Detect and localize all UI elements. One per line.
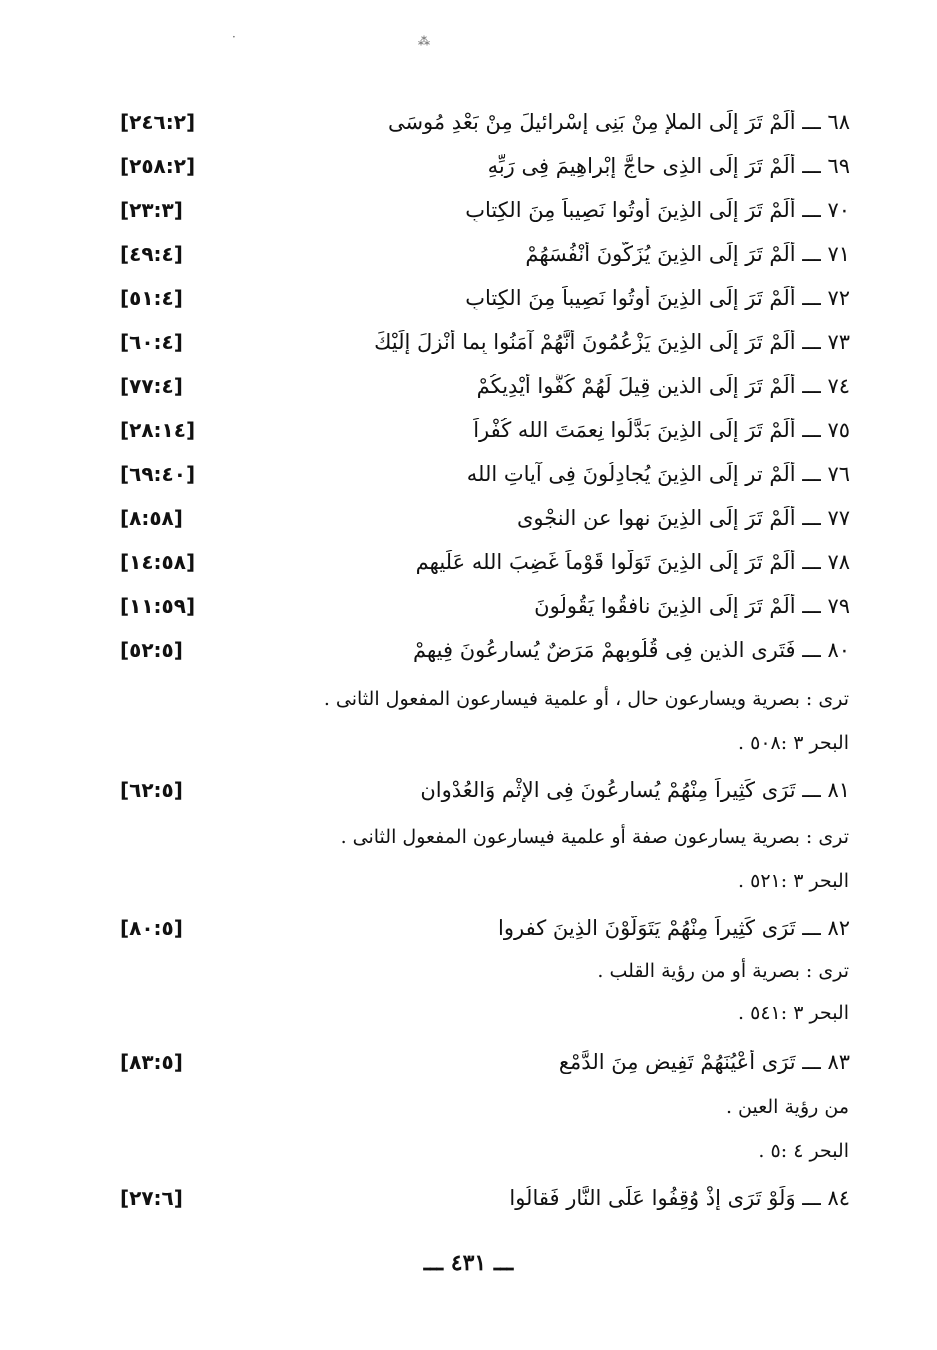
verse-reference: [٢٨:١٤] — [120, 418, 196, 442]
verse-text: تَرَى كَثِيراً مِنْهُمْ يَتَوَلَّوْنَ الذِينَ كفروا — [498, 916, 796, 940]
entry-number: ٧٥ — [827, 418, 850, 442]
verse-reference: [٢٤٦:٢] — [120, 110, 196, 134]
dash: ـــ — [802, 506, 821, 530]
verse-reference: [٨٣:٥] — [120, 1050, 183, 1074]
entry-78 — [120, 542, 850, 582]
verse-text: فَتَرى الذين فِى قُلُوبِهِمْ مَرَضٌ يُسارِعُونَ فِيهِمْ — [413, 638, 796, 662]
verse-text: أَلَمْ تَرَ إِلَى الذِى حاجَّ إِبْراهِيمَ فِى رَبِّهِ — [487, 154, 796, 178]
entry-75 — [120, 410, 850, 450]
verse-reference: [٨:٥٨] — [120, 506, 183, 530]
verse-text: أَلَمْ تر إِلَى الذِينَ يُجادِلُونَ فِى آياتِ الله — [466, 462, 796, 486]
entry-84 — [120, 1178, 850, 1218]
entry-number: ٨٠ — [827, 638, 850, 662]
entry-number: ٧٦ — [827, 462, 850, 486]
dash: ـــ — [802, 1186, 821, 1210]
verse-text: أَلَمْ تَرَ إِلَى الذين قِيلَ لَهُمْ كُفُّوا أَيْدِيكُمْ — [476, 374, 796, 398]
dash: ـــ — [802, 916, 821, 940]
entry-number: ٧٠ — [827, 198, 850, 222]
dash: ـــ — [802, 594, 821, 618]
verse-line — [498, 916, 850, 940]
commentary-note: ترى : بصرية يسارعون صفة أو علمية فيسارعون المفعول الثانى . — [340, 826, 849, 848]
entry-70 — [120, 190, 850, 230]
commentary-note: ترى : بصرية أو من رؤية القلب . — [597, 960, 849, 982]
entry-number: ٨٢ — [827, 916, 850, 940]
verse-text: أَلَمْ تَرَ إِلَى الذِينَ أُوتُوا نَصِيباً مِنَ الكِتابِ — [465, 198, 796, 222]
verse-line — [525, 242, 850, 266]
verse-reference: [٢٥٨:٢] — [120, 154, 196, 178]
entry-73 — [120, 322, 850, 362]
source-citation: البحر ٣ :٥٠٨ . — [738, 732, 849, 754]
verse-reference: [٢٣:٣] — [120, 198, 183, 222]
verse-reference: [٨٠:٥] — [120, 916, 183, 940]
commentary-note: ترى : بصرية ويسارعون حال ، أو علمية فيسارعون المفعول الثانى . — [323, 688, 849, 710]
verse-line — [473, 418, 850, 442]
dash: ـــ — [802, 778, 821, 802]
verse-text: أَلَمْ تَرَ إِلَى الذِينَ نهوا عنِ النجْوى — [516, 506, 796, 530]
dash: ـــ — [802, 462, 821, 486]
entry-80 — [120, 630, 850, 670]
verse-text: وَلَوْ تَرَى إِذْ وُقِفُوا عَلَى النَّارِ فَقالُوا — [509, 1186, 796, 1210]
dash: ـــ — [802, 330, 821, 354]
verse-line — [420, 778, 850, 802]
verse-text: أَلَمْ تَرَ إِلَى الذِينَ يَزْعُمُونَ أَنَّهُمْ آمَنُوا بِما أُنْزِلَ إِلَيْكَ — [374, 330, 796, 354]
verse-reference: [٦٢:٥] — [120, 778, 183, 802]
dash: ـــ — [802, 374, 821, 398]
entry-83 — [120, 1042, 850, 1082]
entry-number: ٨١ — [827, 778, 850, 802]
entry-number: ٧٧ — [827, 506, 850, 530]
verse-text: أَلَمْ تَرَ إِلَى الذِينَ يُزَكُّونَ أَنْفُسَهُمْ — [525, 242, 796, 266]
verse-reference: [٥٢:٥] — [120, 638, 183, 662]
dash: ـــ — [802, 286, 821, 310]
entry-72 — [120, 278, 850, 318]
verse-text: أَلَمْ تَرَ إِلَى الذِينَ أُوتُوا نَصِيباً مِنَ الكِتابِ — [465, 286, 796, 310]
entry-77 — [120, 498, 850, 538]
entry-number: ٦٨ — [827, 110, 850, 134]
verse-text: تَرَى أَعْيُنَهُمْ تَفِيض مِنَ الدَّمْعِ — [558, 1050, 796, 1074]
verse-reference: [٦٠:٤] — [120, 330, 183, 354]
verse-reference: [٢٧:٦] — [120, 1186, 183, 1210]
entry-81 — [120, 770, 850, 810]
scan-speck: · — [232, 30, 236, 44]
verse-line — [416, 550, 850, 574]
verse-reference: [١٤:٥٨] — [120, 550, 196, 574]
entry-71 — [120, 234, 850, 274]
dash: ـــ — [802, 242, 821, 266]
verse-text: أَلَمْ تَرَ إِلَى الذِينَ بَدَّلُوا نِعمَتَ الله كُفْراً — [473, 418, 796, 442]
verse-text: تَرَى كَثِيراً مِنْهُمْ يُسارِعُونَ فِى الإِثْمِ وَالعُدْوان — [420, 778, 796, 802]
entry-68 — [120, 102, 850, 142]
verse-line — [517, 506, 850, 530]
entry-number: ٧٩ — [827, 594, 850, 618]
entry-79 — [120, 586, 850, 626]
verse-line — [509, 1186, 850, 1210]
entry-74 — [120, 366, 850, 406]
verse-reference: [٤٩:٤] — [120, 242, 183, 266]
verse-reference: [١١:٥٩] — [120, 594, 196, 618]
verse-reference: [٧٧:٤] — [120, 374, 183, 398]
verse-reference: [٦٩:٤٠] — [120, 462, 196, 486]
verse-line — [465, 198, 850, 222]
source-citation: البحر ٣ :٥٢١ . — [738, 870, 849, 892]
dash: ـــ — [802, 154, 821, 178]
entry-number: ٧٣ — [827, 330, 850, 354]
commentary-note: من رؤية العين . — [725, 1096, 849, 1118]
entry-76 — [120, 454, 850, 494]
verse-line — [465, 286, 850, 310]
verse-line — [559, 1050, 850, 1074]
entry-number: ٧٢ — [827, 286, 850, 310]
entry-number: ٧٨ — [827, 550, 850, 574]
entry-number: ٧٤ — [827, 374, 850, 398]
entry-82 — [120, 908, 850, 948]
verse-text: أَلَمْ تَرَ إِلَى الذِينَ نافقُوا يَقُولُونَ — [534, 594, 796, 618]
verse-line — [388, 110, 850, 134]
entry-number: ٧١ — [827, 242, 850, 266]
entry-number: ٦٩ — [827, 154, 850, 178]
verse-line — [477, 374, 850, 398]
page-number: ـــ ٤٣١ ـــ — [423, 1250, 514, 1276]
source-citation: البحر ٣ :٥٤١ . — [738, 1002, 849, 1024]
verse-text: أَلَمْ تَرَ إِلَى الملإ مِنْ بَنِى إِسْرائيلَ مِنْ بَعْدِ مُوسَى — [387, 110, 796, 134]
dash: ـــ — [802, 198, 821, 222]
verse-text: أَلَمْ تَرَ إِلَى الذِينَ تَوَلَّوا قَوْماً غَضِبَ الله عَلَيهِم — [415, 550, 796, 574]
entry-number: ٨٣ — [827, 1050, 850, 1074]
verse-line — [413, 638, 850, 662]
verse-line — [467, 462, 850, 486]
verse-reference: [٥١:٤] — [120, 286, 183, 310]
dash: ـــ — [802, 418, 821, 442]
source-citation: البحر ٤ :٥ . — [758, 1140, 849, 1162]
dash: ـــ — [802, 110, 821, 134]
dash: ـــ — [802, 1050, 821, 1074]
verse-line — [374, 330, 850, 354]
entry-number: ٨٤ — [827, 1186, 850, 1210]
verse-line — [534, 594, 850, 618]
dash: ـــ — [802, 550, 821, 574]
verse-line — [488, 154, 850, 178]
scan-speck: ⁂ — [418, 34, 430, 48]
entry-69 — [120, 146, 850, 186]
dash: ـــ — [802, 638, 821, 662]
